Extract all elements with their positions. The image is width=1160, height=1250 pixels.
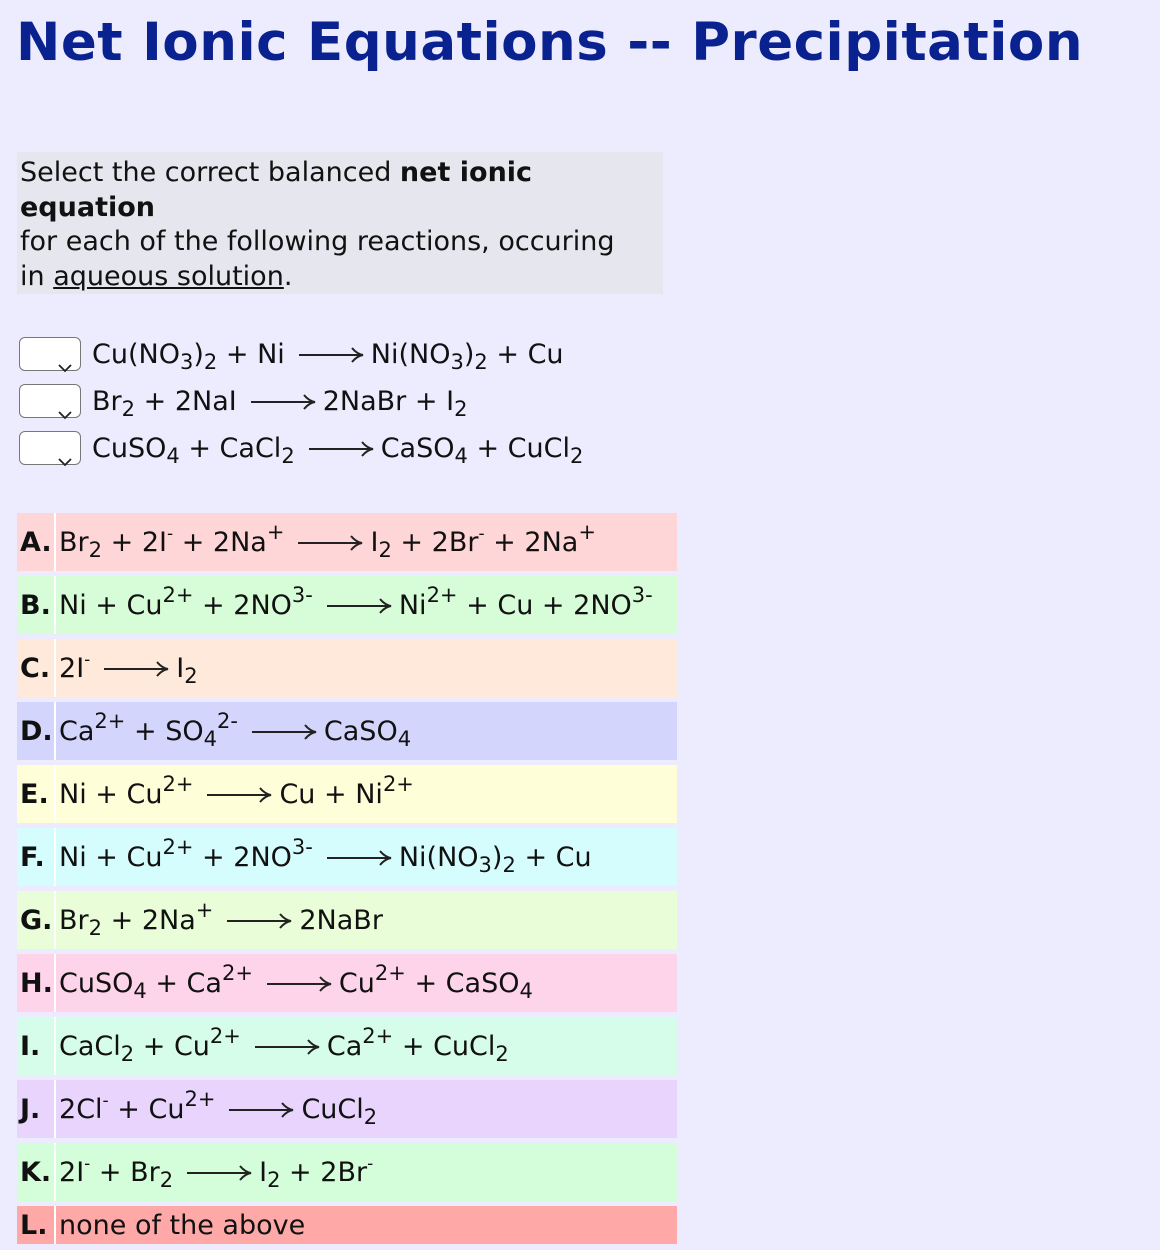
answer-select[interactable] [19,384,81,418]
answer-equation [56,708,412,751]
answer-letter: E. [17,765,56,823]
answer-select[interactable] [19,431,81,465]
reaction-arrow-icon [327,597,393,615]
products: CaSO$_4$ + CuCl$_2$ [380,432,584,468]
answer-list [17,513,677,1249]
answer-option [17,891,677,949]
reactants: $Br_2 + 2Na^+$ [59,897,214,940]
reactants: $Ni + Cu^{2+} + 2NO^{3-}$ [59,834,313,873]
reactants: CuSO$_4$ + CaCl$_2$ [92,432,295,468]
answer-letter: A. [17,513,56,571]
reactants: $Ni + Cu^{2+}$ [59,771,194,810]
reaction-arrow-icon [187,1164,253,1182]
answer-equation: none of the above [59,1209,306,1241]
page-title: Net Ionic Equations -- Precipitation [16,12,1084,73]
question-row [19,381,467,421]
answer-letter: J. [17,1080,56,1138]
answer-equation [56,649,198,688]
reactants: $2I^- + Br_2$ [59,1153,174,1192]
question-row [19,334,564,374]
answer-letter: G. [17,891,56,949]
answer-equation [56,1023,509,1066]
answer-equation [56,771,414,810]
reaction-arrow-icon [229,1101,295,1119]
answer-letter: H. [17,954,56,1012]
chevron-down-icon [58,443,72,474]
answer-option [17,639,677,697]
products: $I_2 + 2Br^-$ [259,1153,374,1192]
answer-letter: K. [17,1143,56,1201]
answer-equation [56,834,592,877]
answer-equation [56,960,533,1003]
answer-letter: I. [17,1017,56,1075]
products: $I_2$ [176,652,198,688]
reactants: $Ni + Cu^{2+} + 2NO^{3-}$ [59,582,313,621]
reactants: 2I- [59,649,91,684]
answer-equation [56,1086,378,1129]
answer-option [17,1206,677,1244]
chevron-down-icon [58,396,72,427]
reaction-arrow-icon [207,786,273,804]
reaction-arrow-icon [309,440,375,458]
products: 2NaBr [299,904,383,936]
answer-select[interactable] [19,337,81,371]
answer-letter: D. [17,702,56,760]
reaction-arrow-icon [227,912,293,930]
reaction-arrow-icon [251,393,317,411]
answer-equation [56,519,596,562]
products: $Cu + Ni^{2+}$ [279,771,414,810]
answer-letter: C. [17,639,56,697]
instructions-text: Select the correct balanced [20,157,400,188]
instructions-period: . [283,260,293,292]
reactants: $2Cl^- + Cu^{2+}$ [59,1086,216,1125]
reaction-arrow-icon [252,723,318,741]
answer-option [17,765,677,823]
products: $Cu^{2+}$ + CaSO$_4$ [338,960,533,1003]
reactants: CaCl$_2$ + $Cu^{2+}$ [59,1023,241,1066]
products: $Ca^{2+}$ + CuCl$_2$ [326,1023,509,1066]
answer-option [17,702,677,760]
reactants: $Br_2 + 2I^- + 2Na^+$ [59,519,285,562]
chevron-down-icon [58,349,72,380]
products: CuCl$_2$ [301,1093,378,1129]
products: $Ni^{2+} + Cu + 2NO^{3-}$ [398,582,653,621]
answer-option [17,1080,677,1138]
reactants: $Cu(NO_3)_2 + Ni$ [92,338,285,374]
answer-option [17,513,677,571]
answer-option [17,576,677,634]
reactants: CuSO$_4$ + $Ca^{2+}$ [59,960,253,1003]
products: 2NaBr + $I_2$ [322,385,468,421]
answer-option [17,828,677,886]
products: $Ni(NO_3)_2 + Cu$ [370,338,564,374]
instructions-box [17,152,663,294]
answer-letter: B. [17,576,56,634]
answer-letter: F. [17,828,56,886]
answer-equation [56,897,383,940]
reactants: $Ca^{2+} + SO_4^{2-}$ [59,708,238,751]
instructions-text-2: for each of the following reactions, occuring in [20,226,615,292]
answer-equation [56,1153,374,1192]
answer-letter: L. [17,1206,56,1244]
reaction-arrow-icon [327,849,393,867]
answer-option [17,954,677,1012]
question-row [19,428,583,468]
answer-equation [56,582,653,621]
reaction-arrow-icon [267,975,333,993]
reactants: $Br_2 + 2NaI$ [92,385,237,421]
products: CaSO$_4$ [323,715,412,751]
products: $Ni(NO_3)_2 + Cu$ [398,841,592,877]
reaction-arrow-icon [104,660,170,678]
answer-option [17,1017,677,1075]
answer-option [17,1143,677,1201]
products: $I_2 + 2Br^- + 2Na^+$ [370,519,596,562]
reaction-arrow-icon [299,346,365,364]
reaction-arrow-icon [255,1038,321,1056]
reaction-arrow-icon [298,534,364,552]
instructions-bold: net ionic equation [20,157,533,223]
instructions-underline: aqueous solution [53,260,284,292]
